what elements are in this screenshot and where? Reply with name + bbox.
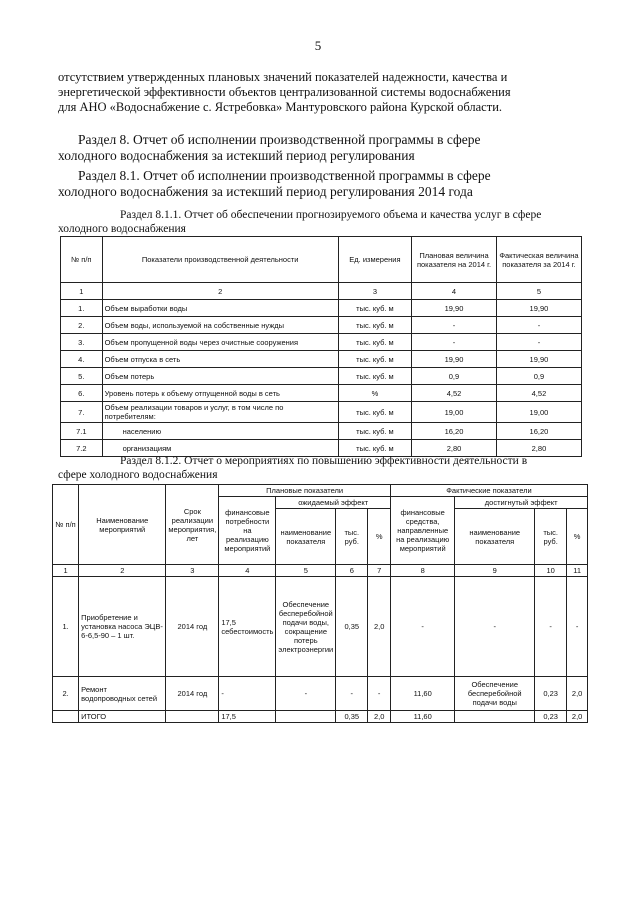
- table-row: [53, 677, 588, 711]
- col-number: 5: [276, 565, 336, 577]
- column-number-row: [53, 565, 588, 577]
- section-8-line2: холодного водоснабжения за истекший период регулирования: [58, 148, 415, 163]
- cell: 2014 год: [166, 677, 219, 711]
- table-header-row: [61, 237, 582, 283]
- cell: -: [276, 677, 336, 711]
- table-row: [61, 423, 582, 440]
- table-row: [61, 351, 582, 368]
- section-8-1-1-line1: Раздел 8.1.1. Отчет об обеспечении прогнозируемого объема и качества услуг в сфере: [120, 209, 542, 221]
- table-row: [61, 402, 582, 423]
- cell: 11,60: [390, 677, 454, 711]
- cell: 19,90: [496, 300, 581, 317]
- cell: -: [567, 577, 588, 677]
- cell: 2014 год: [166, 577, 219, 677]
- cell: 2,0: [368, 711, 391, 723]
- intro-paragraph: [58, 70, 578, 115]
- cell: 19,00: [412, 402, 497, 423]
- col-number: 1: [53, 565, 79, 577]
- intro-line: отсутствием утвержденных плановых значений показателей надежности, качества и: [58, 70, 508, 84]
- cell: -: [336, 677, 368, 711]
- header-cell: наименование показателя: [276, 509, 336, 565]
- section-8-1-line2: холодного водоснабжения за истекший период регулирования 2014 года: [58, 184, 473, 199]
- cell: %: [338, 385, 411, 402]
- cell: -: [390, 577, 454, 677]
- cell: 2,0: [567, 711, 588, 723]
- cell: Объем потерь: [102, 368, 338, 385]
- col-number: 6: [336, 565, 368, 577]
- header-cell: № п/п: [53, 485, 79, 565]
- cell: 16,20: [412, 423, 497, 440]
- intro-line: энергетической эффективности объектов централизованной системы водоснабжения: [58, 85, 511, 99]
- col-number: 1: [61, 283, 103, 300]
- col-number: 2: [102, 283, 338, 300]
- cell: 19,00: [496, 402, 581, 423]
- table-row: [61, 368, 582, 385]
- header-cell: Показатели производственной деятельности: [102, 237, 338, 283]
- col-number: 9: [455, 565, 535, 577]
- header-cell: наименование показателя: [455, 509, 535, 565]
- cell: 0,23: [535, 711, 567, 723]
- cell: Объем пропущенной воды через очистные сооружения: [102, 334, 338, 351]
- header-cell: Плановая величина показателя на 2014 г.: [412, 237, 497, 283]
- cell: 1.: [53, 577, 79, 677]
- cell: тыс. куб. м: [338, 440, 411, 457]
- cell: -: [535, 577, 567, 677]
- cell: Обеспечение бесперебойной подачи воды, сокращение потерь электроэнергии: [276, 577, 336, 677]
- col-number: 8: [390, 565, 454, 577]
- cell: 0,35: [336, 711, 368, 723]
- cell: -: [412, 334, 497, 351]
- cell: 0,9: [412, 368, 497, 385]
- cell: тыс. куб. м: [338, 351, 411, 368]
- cell: 19,90: [412, 351, 497, 368]
- cell: 7.2: [61, 440, 103, 457]
- cell: -: [496, 317, 581, 334]
- cell: тыс. куб. м: [338, 300, 411, 317]
- header-cell: %: [368, 509, 391, 565]
- cell: 2,0: [567, 677, 588, 711]
- table-header-row: [53, 485, 588, 497]
- cell: -: [455, 577, 535, 677]
- header-cell: № п/п: [61, 237, 103, 283]
- cell: 17,5 себестоимость: [219, 577, 276, 677]
- total-row: [53, 711, 588, 723]
- cell: 1.: [61, 300, 103, 317]
- col-number: 3: [338, 283, 411, 300]
- cell: тыс. куб. м: [338, 317, 411, 334]
- cell: [455, 711, 535, 723]
- cell: 0,35: [336, 577, 368, 677]
- cell: ИТОГО: [79, 711, 166, 723]
- cell: 7.1: [61, 423, 103, 440]
- cell: 0,9: [496, 368, 581, 385]
- header-cell: Наименование мероприятий: [79, 485, 166, 565]
- col-number: 2: [79, 565, 166, 577]
- cell: Ремонт водопроводных сетей: [79, 677, 166, 711]
- cell: тыс. куб. м: [338, 368, 411, 385]
- page-number: 5: [314, 38, 322, 53]
- col-number: 5: [496, 283, 581, 300]
- section-8-line1: Раздел 8. Отчет об исполнении производственной программы в сфере: [78, 132, 481, 147]
- measures-table: [52, 484, 588, 723]
- cell: 2,80: [496, 440, 581, 457]
- section-8-1-1-line2: холодного водоснабжения: [58, 223, 186, 235]
- cell: Уровень потерь к объему отпущенной воды в сеть: [102, 385, 338, 402]
- cell: -: [412, 317, 497, 334]
- cell: Обеспечение бесперебойной подачи воды: [455, 677, 535, 711]
- header-cell: Фактическая величина показателя за 2014 г.: [496, 237, 581, 283]
- header-cell: достигнутый эффект: [455, 497, 588, 509]
- col-number: 7: [368, 565, 391, 577]
- cell: организациям: [102, 440, 338, 457]
- cell: 2,0: [368, 577, 391, 677]
- col-number: 10: [535, 565, 567, 577]
- section-8-1-2-line2: сфере холодного водоснабжения: [58, 469, 218, 481]
- table-row: [53, 577, 588, 677]
- header-cell: ожидаемый эффект: [276, 497, 391, 509]
- cell: 4,52: [496, 385, 581, 402]
- header-cell: финансовые потребности на реализацию мероприятий: [219, 497, 276, 565]
- intro-line: для АНО «Водоснабжение с. Ястребовка» Мантуровского района Курской области.: [58, 100, 503, 114]
- section-8-1-2-heading: [58, 454, 636, 482]
- cell: 3.: [61, 334, 103, 351]
- cell: Объем воды, используемой на собственные нужды: [102, 317, 338, 334]
- cell: 2.: [61, 317, 103, 334]
- section-8-heading: [58, 132, 608, 164]
- header-cell: Фактические показатели: [390, 485, 587, 497]
- section-8-1-2-line1: Раздел 8.1.2. Отчет о мероприятиях по повышению эффективности деятельности в: [120, 455, 528, 467]
- cell: 4.: [61, 351, 103, 368]
- header-cell: финансовые средства, направленные на реализацию мероприятий: [390, 497, 454, 565]
- col-number: 4: [219, 565, 276, 577]
- cell: -: [368, 677, 391, 711]
- cell: 4,52: [412, 385, 497, 402]
- cell: Приобретение и установка насоса ЭЦВ- 6-6,5-90 – 1 шт.: [79, 577, 166, 677]
- table-row: [61, 300, 582, 317]
- cell: тыс. куб. м: [338, 423, 411, 440]
- cell: 0,23: [535, 677, 567, 711]
- column-number-row: [61, 283, 582, 300]
- cell: 19,90: [496, 351, 581, 368]
- cell: тыс. куб. м: [338, 334, 411, 351]
- cell: Объем выработки воды: [102, 300, 338, 317]
- section-8-1-line1: Раздел 8.1. Отчет об исполнении производственной программы в сфере: [78, 168, 491, 183]
- cell: [276, 711, 336, 723]
- production-table: [60, 236, 582, 457]
- header-cell: тыс. руб.: [535, 509, 567, 565]
- cell: -: [496, 334, 581, 351]
- table-row: [61, 317, 582, 334]
- table-row: [61, 385, 582, 402]
- cell: 5.: [61, 368, 103, 385]
- header-cell: тыс. руб.: [336, 509, 368, 565]
- cell: 11,60: [390, 711, 454, 723]
- header-cell: Срок реализации мероприятия, лет: [166, 485, 219, 565]
- header-cell: %: [567, 509, 588, 565]
- cell: Объем реализации товаров и услуг, в том числе по потребителям:: [102, 402, 338, 423]
- cell: Объем отпуска в сеть: [102, 351, 338, 368]
- cell: [166, 711, 219, 723]
- cell: тыс. куб. м: [338, 402, 411, 423]
- col-number: 11: [567, 565, 588, 577]
- table-row: [61, 334, 582, 351]
- cell: 6.: [61, 385, 103, 402]
- cell: -: [219, 677, 276, 711]
- cell: [53, 711, 79, 723]
- cell: 16,20: [496, 423, 581, 440]
- col-number: 4: [412, 283, 497, 300]
- cell: 7.: [61, 402, 103, 423]
- col-number: 3: [166, 565, 219, 577]
- cell: населению: [102, 423, 338, 440]
- cell: 2.: [53, 677, 79, 711]
- header-cell: Ед. измерения: [338, 237, 411, 283]
- section-8-1-heading: [58, 168, 608, 200]
- header-cell: Плановые показатели: [219, 485, 391, 497]
- cell: 17,5: [219, 711, 276, 723]
- section-8-1-1-heading: [58, 208, 636, 236]
- cell: 19,90: [412, 300, 497, 317]
- cell: 2,80: [412, 440, 497, 457]
